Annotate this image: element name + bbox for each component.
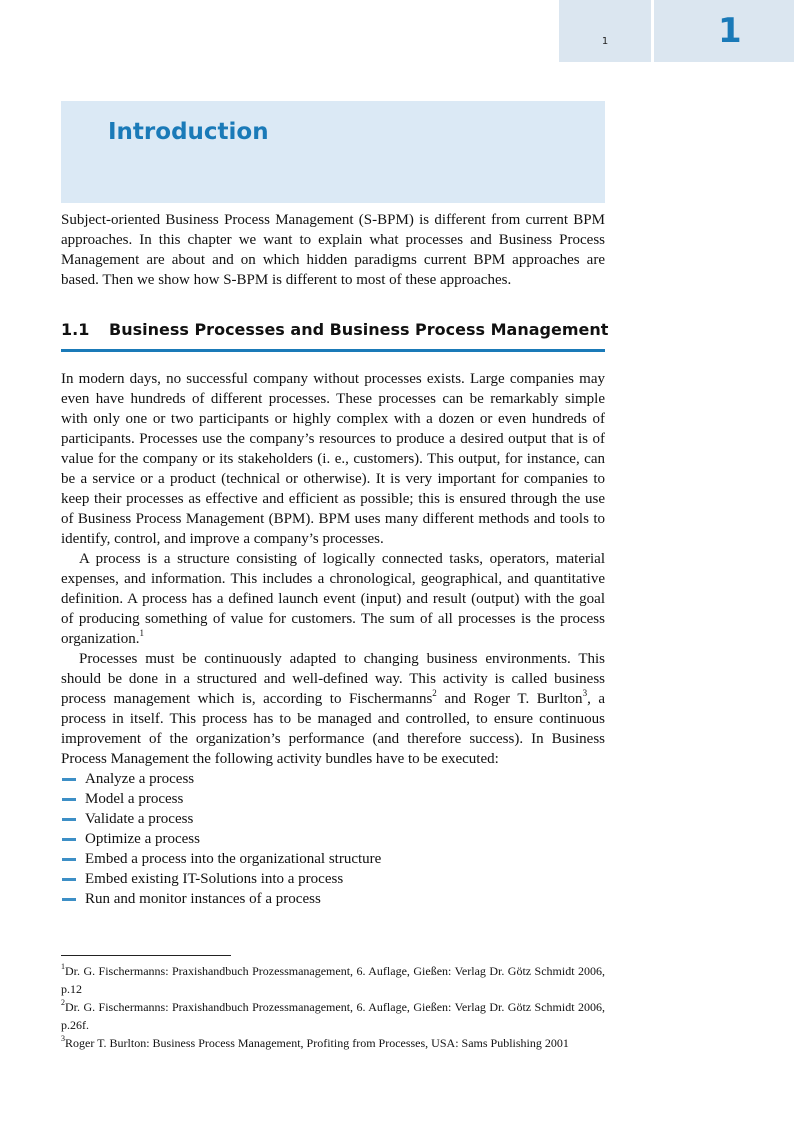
page-number-box xyxy=(559,0,651,62)
list-item-label: Model a process xyxy=(85,791,184,807)
list-item-label: Analyze a process xyxy=(85,771,195,787)
dash-bullet-icon xyxy=(62,898,76,901)
body-paragraph-3 xyxy=(61,649,605,769)
dash-bullet-icon xyxy=(62,838,76,841)
chapter-number: 1 xyxy=(718,11,742,51)
body-paragraph-2 xyxy=(61,549,605,649)
list-item-label: Run and monitor instances of a process xyxy=(85,891,321,907)
footnote xyxy=(61,998,605,1034)
list-item-label: Embed a process into the organizational structure xyxy=(85,851,382,867)
dash-bullet-icon xyxy=(62,818,76,821)
list-item-label: Optimize a process xyxy=(85,831,200,847)
footnote xyxy=(61,1034,605,1052)
list-item xyxy=(61,769,605,789)
footnote-number: 2 xyxy=(61,998,65,1007)
footnote-number: 3 xyxy=(61,1034,65,1043)
footnote-text: Dr. G. Fischermanns: Praxishandbuch Prozessmanagement, 6. Auflage, Gießen: Verlag Dr. Götz Schmidt 2006, p.26f. xyxy=(61,1000,605,1032)
footnote-text: Dr. G. Fischermanns: Praxishandbuch Prozessmanagement, 6. Auflage, Gießen: Verlag Dr. Götz Schmidt 2006, p.12 xyxy=(61,964,605,996)
dash-bullet-icon xyxy=(62,878,76,881)
section-title: Business Processes and Business Process Management xyxy=(109,320,609,339)
dash-bullet-icon xyxy=(62,798,76,801)
section-heading xyxy=(61,319,609,341)
footnote xyxy=(61,962,605,998)
list-item xyxy=(61,809,605,829)
footnote-ref-2[interactable]: 2 xyxy=(432,688,437,698)
list-item-label: Validate a process xyxy=(85,811,194,827)
paragraph-3-text-b: and Roger T. Burlton xyxy=(436,691,583,707)
list-item xyxy=(61,889,605,909)
paragraph-3-text-a: Processes must be continuously adapted to changing business environments. This should be done in a structured and well-defined way. This activity is called business process management which is, according to Fischermanns xyxy=(61,651,605,707)
activity-bullet-list xyxy=(61,769,605,909)
footnote-text: Roger T. Burlton: Business Process Management, Profiting from Processes, USA: Sams Publishing 2001 xyxy=(65,1036,569,1050)
chapter-tab xyxy=(654,0,794,62)
paragraph-3-text-c: , a process in itself. This process has to be managed and controlled, to ensure continuous improvement of the organization’s performance (and therefore success). In Business Process Management the following activity bundles have to be executed: xyxy=(61,691,605,767)
dash-bullet-icon xyxy=(62,858,76,861)
list-item xyxy=(61,849,605,869)
list-item xyxy=(61,789,605,809)
list-item-label: Embed existing IT-Solutions into a process xyxy=(85,871,344,887)
footnotes xyxy=(61,962,605,1052)
footnote-ref-3[interactable]: 3 xyxy=(582,688,588,698)
list-item xyxy=(61,869,605,889)
footnote-ref-1[interactable]: 1 xyxy=(139,628,144,638)
intro-paragraph: Subject-oriented Business Process Management (S-BPM) is different from current BPM approaches. In this chapter we want to explain what processes and Business Process Management are about and on which hidden paradigms current BPM approaches are based. Then we show how S-BPM is different to most of these approaches. xyxy=(61,212,605,288)
list-item xyxy=(61,829,605,849)
dash-bullet-icon xyxy=(62,778,76,781)
footnote-separator xyxy=(61,955,231,956)
footnote-number: 1 xyxy=(61,962,65,971)
body-paragraph-1: In modern days, no successful company without processes exists. Large companies may even have hundreds of different processes. These processes can be remarkably simple with only one or two participants or highly complex with a dozen or even hundreds of participants. Processes use the company’s resources to produce a desired output that is of value for the company or its stakeholders (i. e., customers). This output, for instance, can be a service or a product (technical or otherwise). It is very important for companies to keep their processes as effective and efficient as possible; this is ensured through the use of Business Process Management (BPM). BPM uses many different methods and tools to identify, control, and improve a company’s processes. xyxy=(61,371,605,547)
page-number: 1 xyxy=(601,36,609,47)
chapter-title: Introduction xyxy=(108,119,269,145)
section-rule xyxy=(61,349,605,352)
paragraph-2-text: A process is a structure consisting of logically connected tasks, operators, material expenses, and information. This includes a chronological, geographical, and quantitative definition. A process has a defined launch event (input) and result (output) with the goal of producing something of value for customers. The sum of all processes is the process organization. xyxy=(61,551,605,647)
section-number: 1.1 xyxy=(61,320,90,339)
